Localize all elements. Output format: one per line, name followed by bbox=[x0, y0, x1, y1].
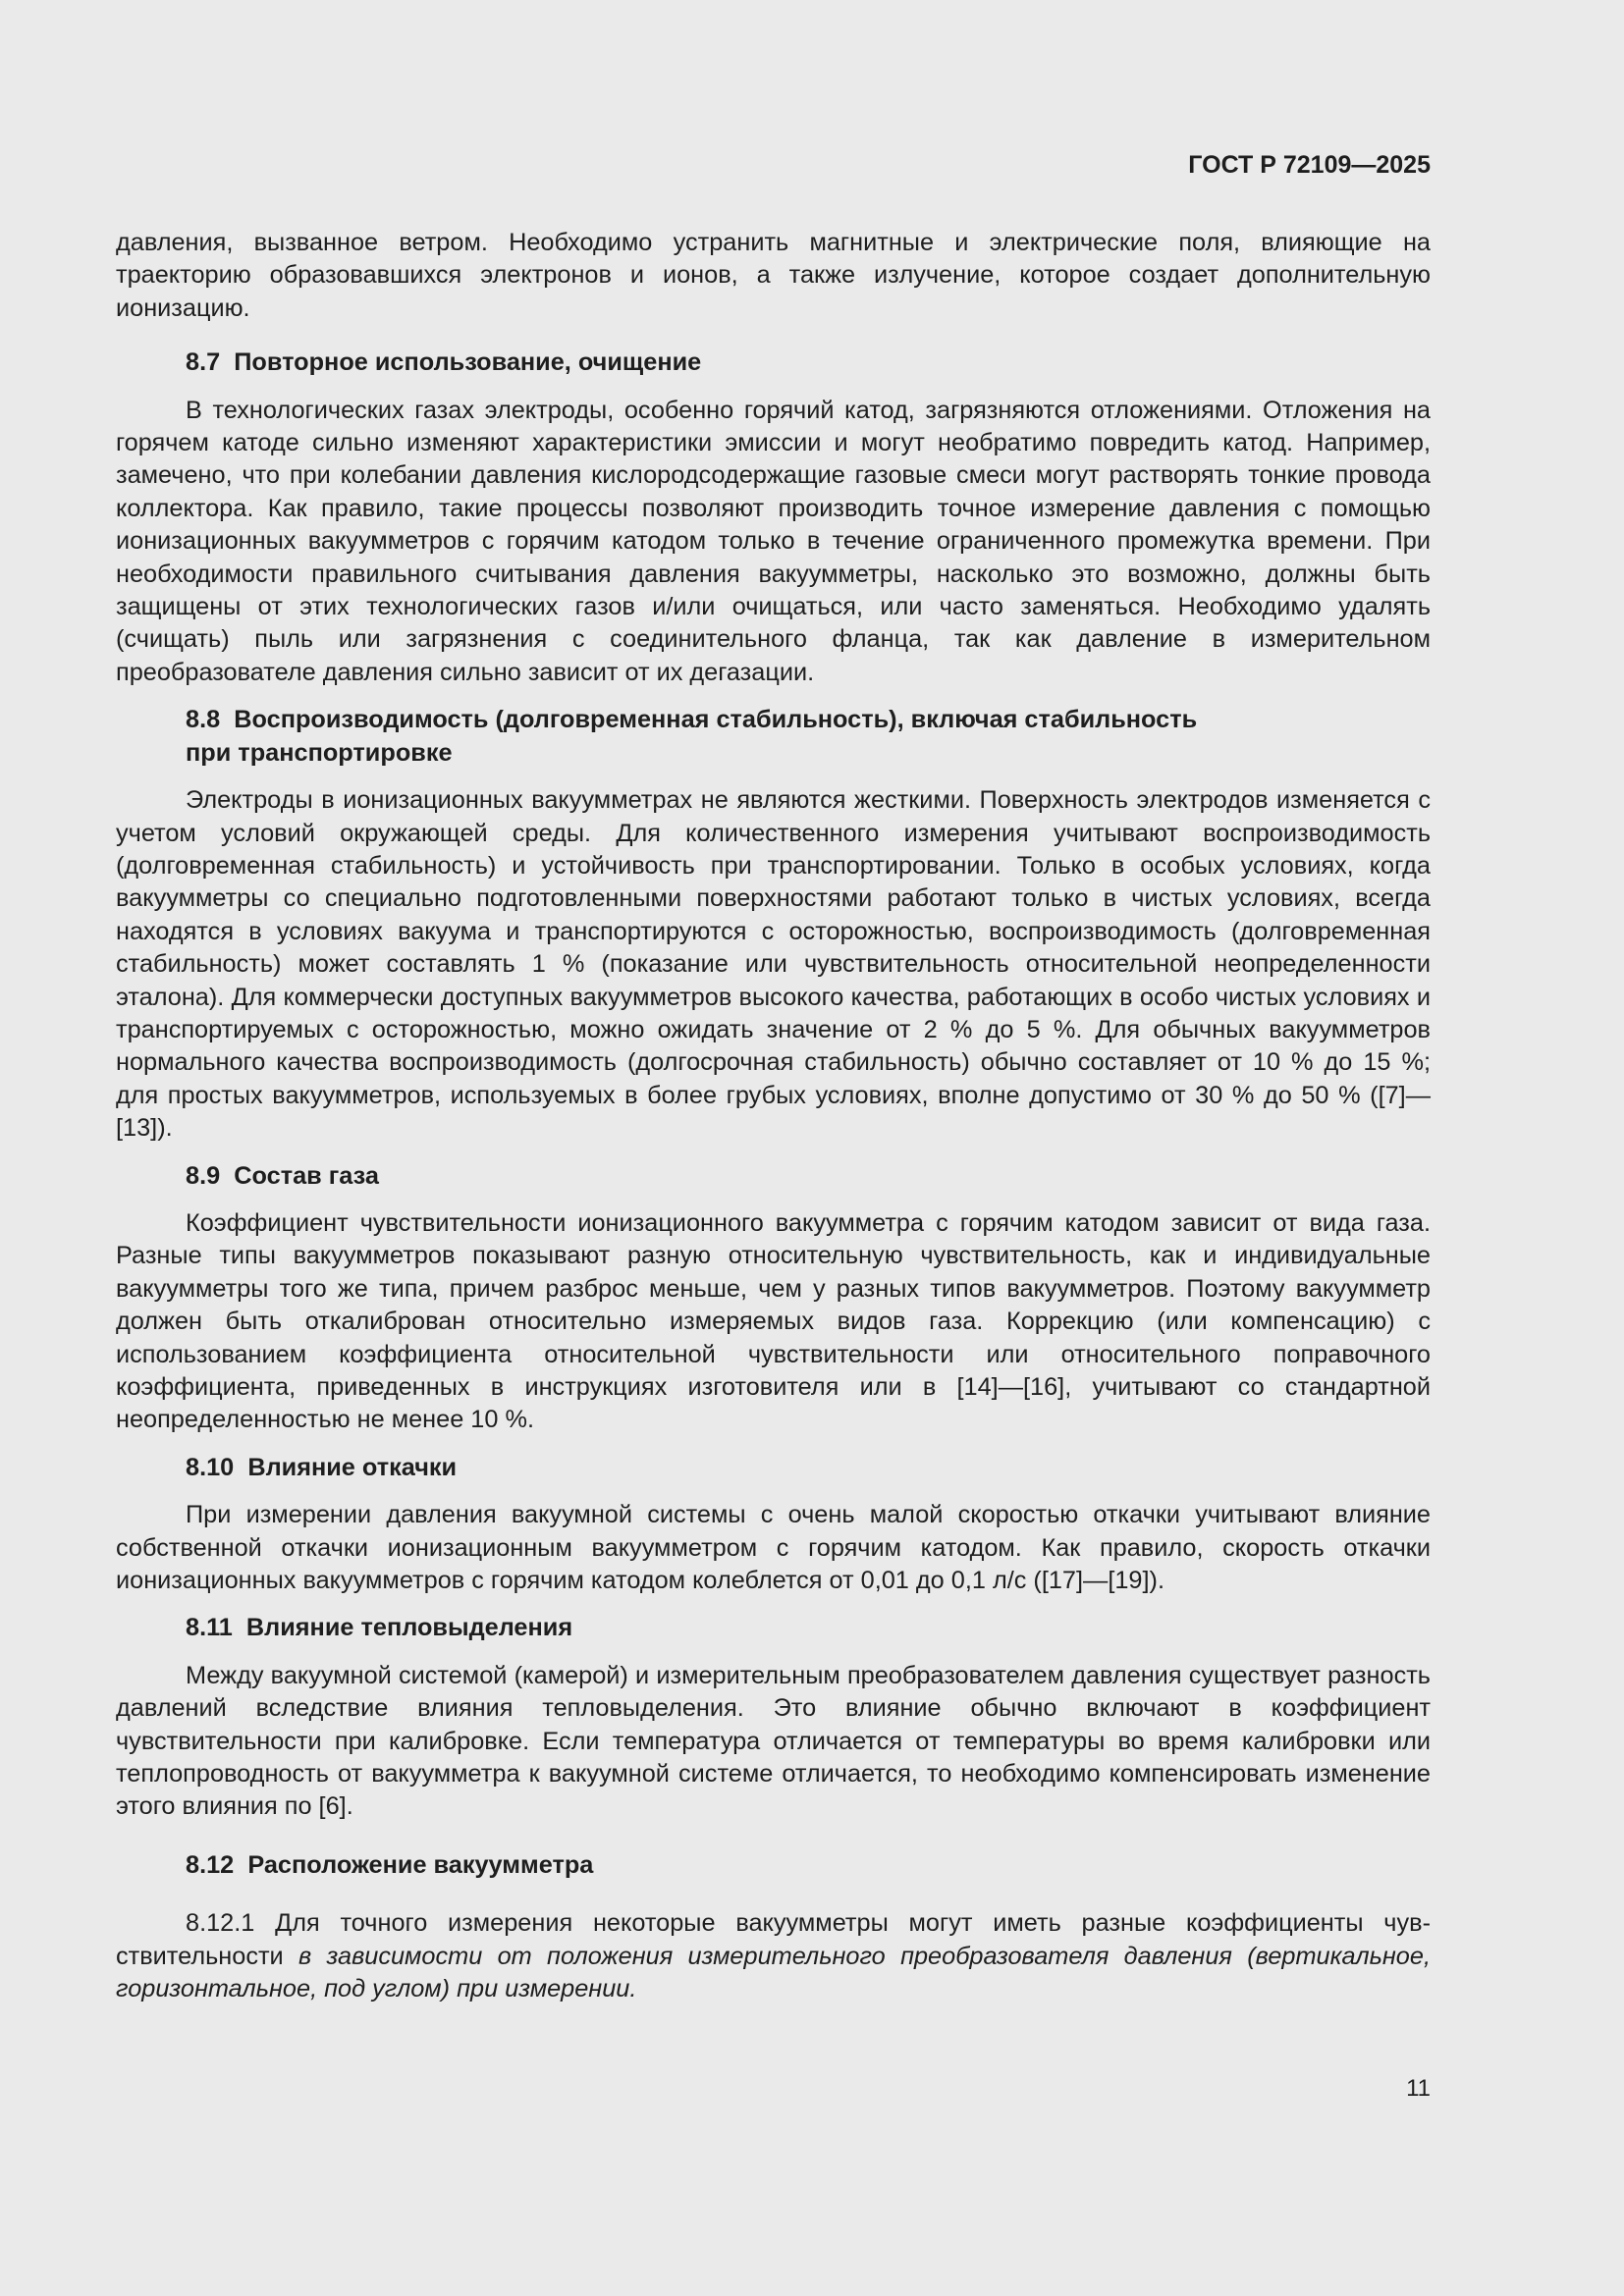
section-paragraph-8-7: В технологических газах электроды, особенно горячий катод, загрязняются отложениями. Отложения на горячем катоде сильно изменяют характеристики эмиссии и могут необратимо повредить катод. Например, замечено, что при колебании давления кислородсодержащие газовые смеси могут растворять тонкие провода коллектора. Как правило, такие процессы позволяют производить точное измерение давления с помощью ионизационных вакуумметров с горячим катодом только в течение ограниченного промежутка времени. При необходимости правильного считывания давления вакуумметры, насколько это возможно, должны быть защищены от этих технологических газов и/или очищаться, или часто заменяться. Необходимо удалять (счищать) пыль или загрязнения с соединительного фланца, так как давление в измерительном преобразователе давления сильно зависит от их дегазации. bbox=[116, 396, 1431, 686]
section-paragraph-8-9: Коэффициент чувствительности ионизационного вакуумметра с горячим катодом зависит от вида газа. Разные типы вакуумметров показывают разную относительную чувствительность, как и индивидуальные вакуумметры того же типа, причем разброс меньше, чем у разных типов вакуумметров. Поэтому вакуумметр должен быть откалиброван относительно измеряемых видов газа. Коррекцию (или компенсацию) с использованием коэффициента относительной чувствительности или относительного поправочного коэффициента, приведенных в инструкциях изготовителя или в [14]—[16], учитывают со стандартной неопределенностью не менее 10 %. bbox=[116, 1208, 1431, 1434]
section-title: Расположение вакуумметра bbox=[247, 1850, 594, 1879]
section-paragraph-8-10: При измерении давления вакуумной системы с очень малой скоростью откачки учитывают влияние собственной откачки ионизационным вакуумметром с горячим катодом. Как правило, скорость откачки ионизационных вакуумметров с горячим катодом колеблется от 0,01 до 0,1 л/с ([17]—[19]). bbox=[116, 1501, 1431, 1595]
section-heading-8-10 bbox=[116, 1452, 1431, 1484]
paragraph-regular-text: 8.12.1 Для точного измерения некоторые вакуумметры могут иметь разные коэффициенты чувствительности bbox=[116, 1909, 1431, 1970]
paragraph-italic-text: в зависимости от положения измерительного преобразователя давления (вертикальное, горизонтальное, под углом) при измерении. bbox=[116, 1942, 1431, 2003]
page-content bbox=[116, 227, 1431, 2006]
section-number: 8.7 bbox=[186, 348, 221, 377]
continuation-paragraph: давления, вызванное ветром. Необходимо устранить магнитные и электрические поля, влияющие на траекторию образовавшихся электронов и ионов, а также излучение, которое создает дополнительную ионизацию. bbox=[116, 229, 1431, 322]
page-number: 11 bbox=[1406, 2075, 1431, 2102]
document-number: ГОСТ Р 72109—2025 bbox=[1188, 151, 1431, 179]
section-heading-8-12 bbox=[116, 1849, 1431, 1882]
section-title: Состав газа bbox=[234, 1161, 379, 1190]
section-number: 8.10 bbox=[186, 1453, 235, 1481]
section-number: 8.9 bbox=[186, 1161, 221, 1190]
section-number: 8.8 bbox=[186, 706, 221, 734]
section-heading-8-8 bbox=[116, 704, 1431, 770]
section-title: Влияние откачки bbox=[247, 1453, 458, 1481]
section-title-line-1: Воспроизводимость (долговременная стабильность), включая стабильность bbox=[234, 706, 1198, 734]
section-heading-8-7 bbox=[116, 347, 1431, 379]
section-title: Влияние тепловыделения bbox=[245, 1614, 573, 1642]
section-paragraph-8-11: Между вакуумной системой (камерой) и измерительным преобразователем давления существует разность давлений вследствие влияния тепловыделения. Это влияние обычно включают в коэффициент чувствительности при калибровке. Если температура отличается от температуры во время калибровки или теплопроводность от вакуумметра к вакуумной системе отличается, то необходимо компенсировать изменение этого влияния по [6]. bbox=[116, 1661, 1431, 1821]
section-heading-8-9 bbox=[116, 1160, 1431, 1193]
section-paragraph-8-8: Электроды в ионизационных вакуумметрах не являются жесткими. Поверхность электродов изменяется с учетом условий окружающей среды. Для количественного измерения учитывают воспроизводимость (долговременная стабильность) и устойчивость при транспортировании. Только в особых условиях, когда вакуумметры со специально подготовленными поверхностями работают только в чистых условиях, всегда находятся в условиях вакуума и транспортируются с осторожностью, воспроизводимость (долговременная стабильность) может составлять 1 % (показание или чувствительность относительной неопределенности эталона). Для коммерчески доступных вакуумметров высокого качества, работающих в особо чистых условиях и транспортируемых с осторожностью, можно ожидать значение от 2 % до 5 %. Для обычных вакуумметров нормального качества воспроизводимость (долгосрочная стабильность) обычно составляет от 10 % до 15 %; для простых вакуумметров, используемых в более грубых условиях, вполне допустимо от 30 % до 50 % ([7]—[13]). bbox=[116, 786, 1431, 1143]
section-paragraph-8-12-1 bbox=[116, 1907, 1431, 2005]
section-number: 8.11 bbox=[186, 1614, 233, 1642]
section-title: Повторное использование, очищение bbox=[234, 348, 702, 377]
section-number: 8.12 bbox=[186, 1850, 235, 1879]
section-title-line-2: при транспортировке bbox=[186, 738, 453, 767]
section-heading-8-11 bbox=[116, 1612, 1431, 1644]
